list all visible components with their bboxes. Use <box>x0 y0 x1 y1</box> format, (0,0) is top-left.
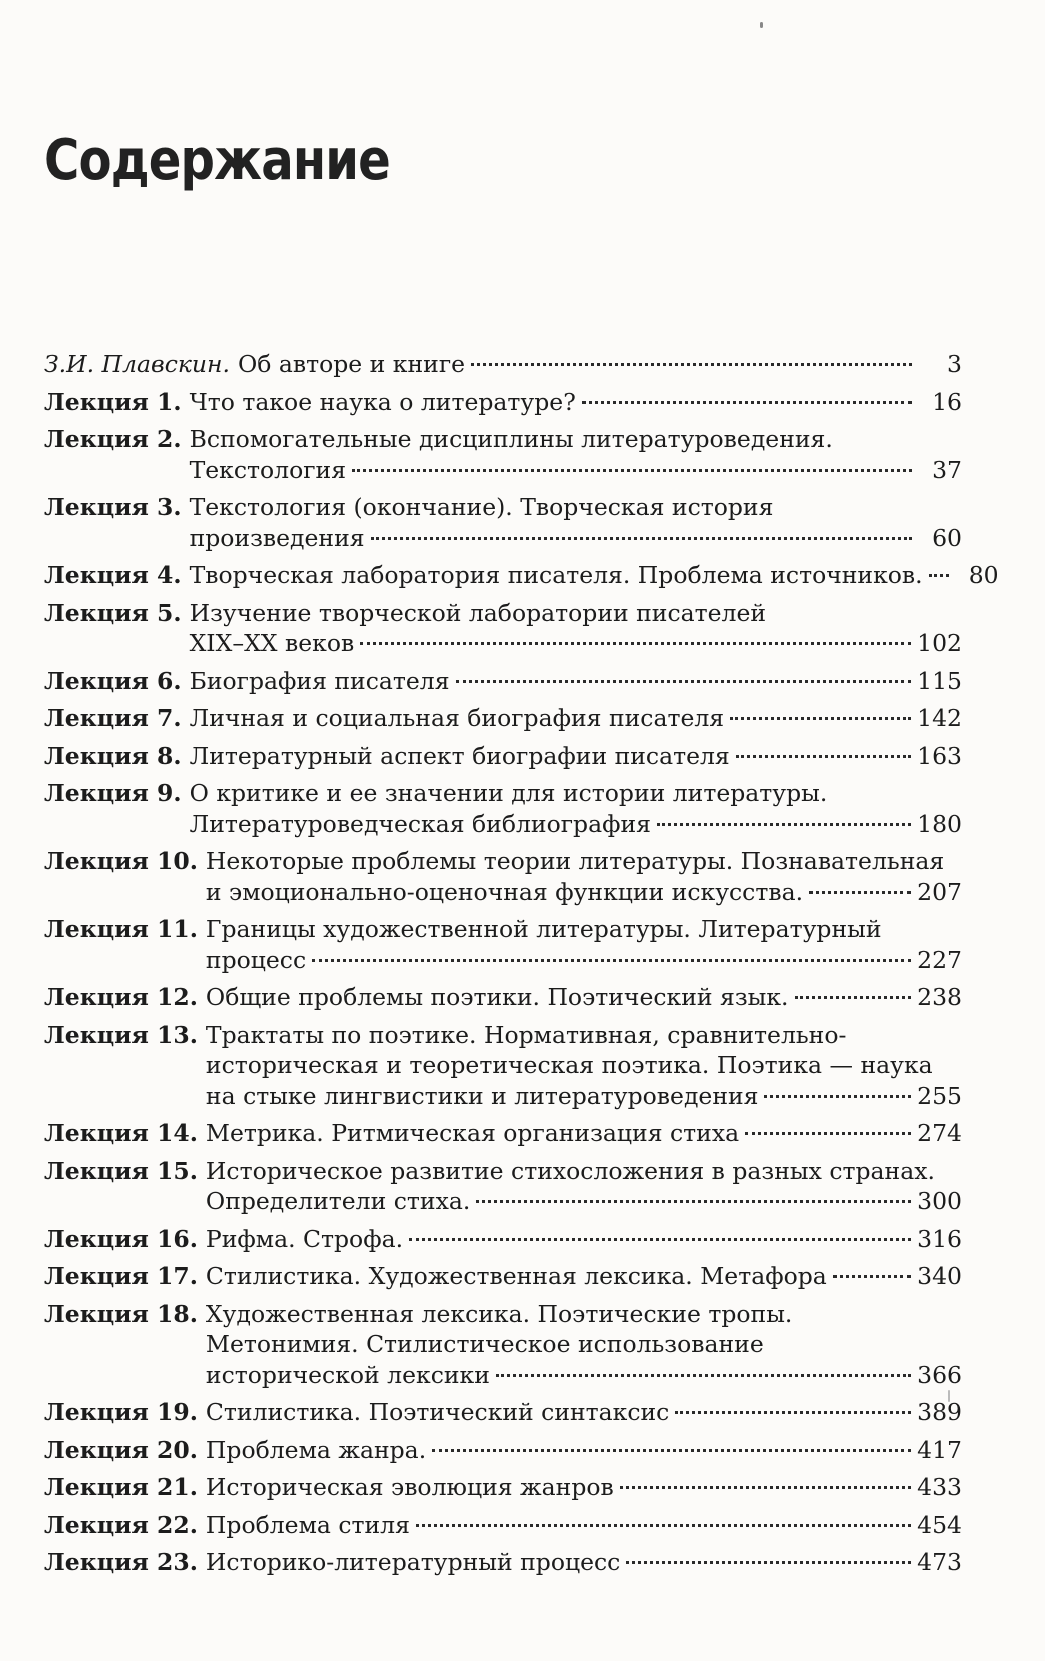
toc-entry-title-line: Художественная лексика. Поэтические тропы. <box>205 1299 793 1328</box>
toc-page-number: 3 <box>947 350 962 378</box>
toc-page-number: 473 <box>917 1548 962 1576</box>
toc-entry-title <box>206 846 962 907</box>
dot-leader <box>833 1275 911 1278</box>
dot-leader <box>352 469 912 472</box>
toc-entry-title-line: Проблема стиля <box>205 1510 410 1539</box>
toc-entry-title-line: Метонимия. Стилистическое использование <box>205 1330 764 1358</box>
toc-entry-label: Лекция 15. <box>44 1156 198 1185</box>
toc-page-number: 300 <box>917 1187 962 1215</box>
dot-leader <box>736 755 911 758</box>
toc-entry <box>44 1020 962 1112</box>
toc-entry-label: Лекция 12. <box>44 983 198 1011</box>
toc-page-number: 433 <box>917 1473 962 1501</box>
toc-page-number: 80 <box>968 561 999 589</box>
toc-entry-title <box>206 1547 962 1578</box>
toc-entry-title <box>206 914 962 975</box>
toc-page-number: 37 <box>932 455 962 484</box>
toc-entry-title-line: Историческое развитие стихосложения в разных странах. <box>205 1156 935 1185</box>
toc-entry-title <box>190 741 962 772</box>
toc-entry-title-line: Стилистика. Художественная лексика. Метафора <box>205 1262 827 1290</box>
toc-entry-title-line: Что такое наука о литературе? <box>189 387 576 416</box>
toc-entry <box>44 741 962 772</box>
toc-entry-title-line: Историко-литературный процесс <box>205 1548 621 1576</box>
dot-leader <box>409 1238 911 1241</box>
table-of-contents <box>44 349 999 1585</box>
page-title: Содержание <box>44 128 390 193</box>
toc-entry-title-line: XIX–XX веков <box>189 629 355 657</box>
toc-entry-title <box>206 1118 962 1149</box>
toc-entry-title-line: Литературный аспект биографии писателя <box>189 741 730 770</box>
dot-leader <box>626 1561 911 1564</box>
toc-entry <box>44 560 999 591</box>
toc-entry-title <box>190 598 962 659</box>
toc-entry-title-line: Текстология <box>189 455 347 484</box>
toc-entry-title-line: исторической лексики <box>205 1360 490 1389</box>
toc-entry-title-line: Определители стиха. <box>205 1187 471 1215</box>
toc-entry-title-line: Общие проблемы поэтики. Поэтический язык. <box>205 983 789 1011</box>
toc-entry <box>44 387 962 418</box>
toc-entry-title <box>206 1261 962 1292</box>
toc-page-number: 102 <box>917 629 962 657</box>
dot-leader <box>730 717 911 720</box>
toc-entry-label: Лекция 18. <box>44 1299 198 1328</box>
toc-entry-label: Лекция 4. <box>44 561 182 589</box>
toc-entry-title-line: Метрика. Ритмическая организация стиха <box>205 1119 740 1147</box>
dot-leader <box>471 363 912 366</box>
toc-page-number: 238 <box>917 983 962 1011</box>
toc-page-number: 274 <box>917 1119 962 1147</box>
toc-entry-label: Лекция 13. <box>44 1020 198 1049</box>
toc-page-number: 180 <box>917 809 962 838</box>
toc-entry-title-line: О критике и ее значении для истории литературы. <box>189 779 828 807</box>
toc-entry <box>44 914 962 975</box>
dot-leader <box>745 1132 911 1135</box>
toc-entry <box>44 1118 962 1149</box>
toc-entry-label: Лекция 10. <box>44 847 198 875</box>
toc-entry-label: Лекция 8. <box>44 741 182 770</box>
toc-entry <box>44 349 962 380</box>
toc-entry <box>44 703 962 734</box>
toc-entry-label: Лекция 9. <box>44 779 182 807</box>
toc-entry-title <box>190 424 962 485</box>
toc-page-number: 417 <box>917 1435 962 1464</box>
toc-entry-title <box>206 1156 962 1217</box>
toc-page-number: 60 <box>932 523 962 552</box>
toc-entry <box>44 1435 962 1466</box>
toc-entry-title <box>189 560 999 591</box>
toc-entry <box>44 666 962 697</box>
toc-entry-label: Лекция 6. <box>44 666 182 695</box>
toc-entry-title <box>190 492 962 553</box>
toc-entry-label: Лекция 1. <box>44 387 182 416</box>
toc-entry-title-line: историческая и теоретическая поэтика. Поэтика — наука <box>205 1051 933 1079</box>
toc-entry-title-line: Изучение творческой лаборатории писателей <box>189 598 767 627</box>
toc-entry-title-line: Об авторе и книге <box>237 350 466 378</box>
toc-page-number: 207 <box>917 877 962 906</box>
dot-leader <box>360 642 911 645</box>
toc-entry-label: Лекция 19. <box>44 1398 198 1426</box>
toc-entry-title <box>190 666 962 697</box>
toc-entry-label: Лекция 22. <box>44 1510 198 1539</box>
toc-entry-label: Лекция 2. <box>44 425 182 453</box>
toc-entry-label: Лекция 5. <box>44 598 182 627</box>
toc-entry <box>44 1510 962 1541</box>
toc-entry-label: З.И. Плавскин. <box>44 350 230 378</box>
toc-page-number: 454 <box>917 1510 962 1539</box>
toc-entry-title-line: и эмоционально-оценочная функции искусства. <box>205 877 804 906</box>
toc-entry <box>44 424 962 485</box>
toc-entry <box>44 1261 962 1292</box>
toc-entry <box>44 982 962 1013</box>
toc-entry <box>44 1547 962 1578</box>
toc-entry <box>44 1299 962 1391</box>
print-speck <box>760 22 763 28</box>
toc-entry-title-line: Проблема жанра. <box>205 1435 427 1464</box>
toc-entry-label: Лекция 20. <box>44 1435 198 1464</box>
toc-entry-title <box>206 1510 962 1541</box>
toc-entry-title-line: на стыке лингвистики и литературоведения <box>205 1081 759 1110</box>
toc-page-number: 163 <box>917 741 962 770</box>
toc-entry-title-line: Личная и социальная биография писателя <box>189 704 725 732</box>
dot-leader <box>456 680 912 683</box>
toc-entry <box>44 846 962 907</box>
toc-page-number: 227 <box>917 945 962 974</box>
toc-entry <box>44 598 962 659</box>
dot-leader <box>582 401 912 404</box>
toc-entry-title-line: Рифма. Строфа. <box>205 1224 404 1253</box>
dot-leader <box>476 1200 911 1203</box>
toc-entry-title-line: Стилистика. Поэтический синтаксис <box>205 1398 670 1426</box>
toc-entry-title-line: Творческая лаборатория писателя. Проблема источников. <box>189 561 923 589</box>
dot-leader <box>312 959 911 962</box>
toc-entry <box>44 1156 962 1217</box>
toc-entry-title <box>206 1435 962 1466</box>
toc-page-number: 255 <box>917 1081 962 1110</box>
toc-entry <box>44 492 962 553</box>
toc-entry-title-line: Вспомогательные дисциплины литературоведения. <box>189 425 833 453</box>
toc-entry-title-line: Биография писателя <box>189 666 450 695</box>
toc-entry-title-line: процесс <box>205 945 307 974</box>
toc-page-number: 142 <box>917 704 962 732</box>
toc-entry-title <box>238 349 962 380</box>
dot-leader <box>371 537 912 540</box>
dot-leader <box>675 1411 911 1414</box>
toc-entry-label: Лекция 3. <box>44 493 182 521</box>
toc-page-number: 340 <box>917 1262 962 1290</box>
toc-entry <box>44 778 962 839</box>
dot-leader <box>764 1095 911 1098</box>
toc-entry-title-line: Трактаты по поэтике. Нормативная, сравнительно- <box>205 1020 847 1049</box>
dot-leader <box>416 1524 911 1527</box>
dot-leader <box>929 574 949 577</box>
toc-entry-title <box>206 982 962 1013</box>
toc-entry-title <box>206 1397 962 1428</box>
toc-entry-label: Лекция 21. <box>44 1473 198 1501</box>
dot-leader <box>809 891 911 894</box>
toc-entry-title <box>206 1224 962 1255</box>
dot-leader <box>795 996 912 999</box>
toc-page-number: 16 <box>932 387 962 416</box>
toc-entry <box>44 1397 962 1428</box>
toc-entry-label: Лекция 11. <box>44 915 198 943</box>
toc-entry-title-line: Текстология (окончание). Творческая история <box>189 493 774 521</box>
toc-page-number: 389 <box>917 1398 962 1426</box>
toc-entry-title-line: произведения <box>189 523 365 552</box>
toc-entry-title <box>206 1020 962 1112</box>
toc-entry-label: Лекция 14. <box>44 1119 198 1147</box>
dot-leader <box>496 1374 911 1377</box>
toc-entry <box>44 1224 962 1255</box>
toc-entry-label: Лекция 16. <box>44 1224 198 1253</box>
toc-entry-title <box>206 1472 962 1503</box>
toc-entry-title <box>190 703 962 734</box>
toc-entry-title <box>190 778 962 839</box>
toc-entry-title-line: Литературоведческая библиография <box>189 809 651 838</box>
dot-leader <box>432 1449 911 1452</box>
toc-entry-label: Лекция 23. <box>44 1548 198 1576</box>
toc-page-number: 366 <box>917 1360 962 1389</box>
toc-entry-title-line: Некоторые проблемы теории литературы. Познавательная <box>205 847 945 875</box>
toc-entry-title-line: Историческая эволюция жанров <box>205 1473 614 1501</box>
toc-entry-label: Лекция 7. <box>44 704 182 732</box>
toc-entry-title-line: Границы художественной литературы. Литературный <box>205 915 882 943</box>
toc-entry <box>44 1472 962 1503</box>
dot-leader <box>620 1486 911 1489</box>
toc-page-number: 115 <box>917 666 962 695</box>
toc-entry-title <box>190 387 962 418</box>
toc-entry-title <box>206 1299 962 1391</box>
toc-entry-label: Лекция 17. <box>44 1262 198 1290</box>
dot-leader <box>657 823 911 826</box>
toc-page-number: 316 <box>917 1224 962 1253</box>
